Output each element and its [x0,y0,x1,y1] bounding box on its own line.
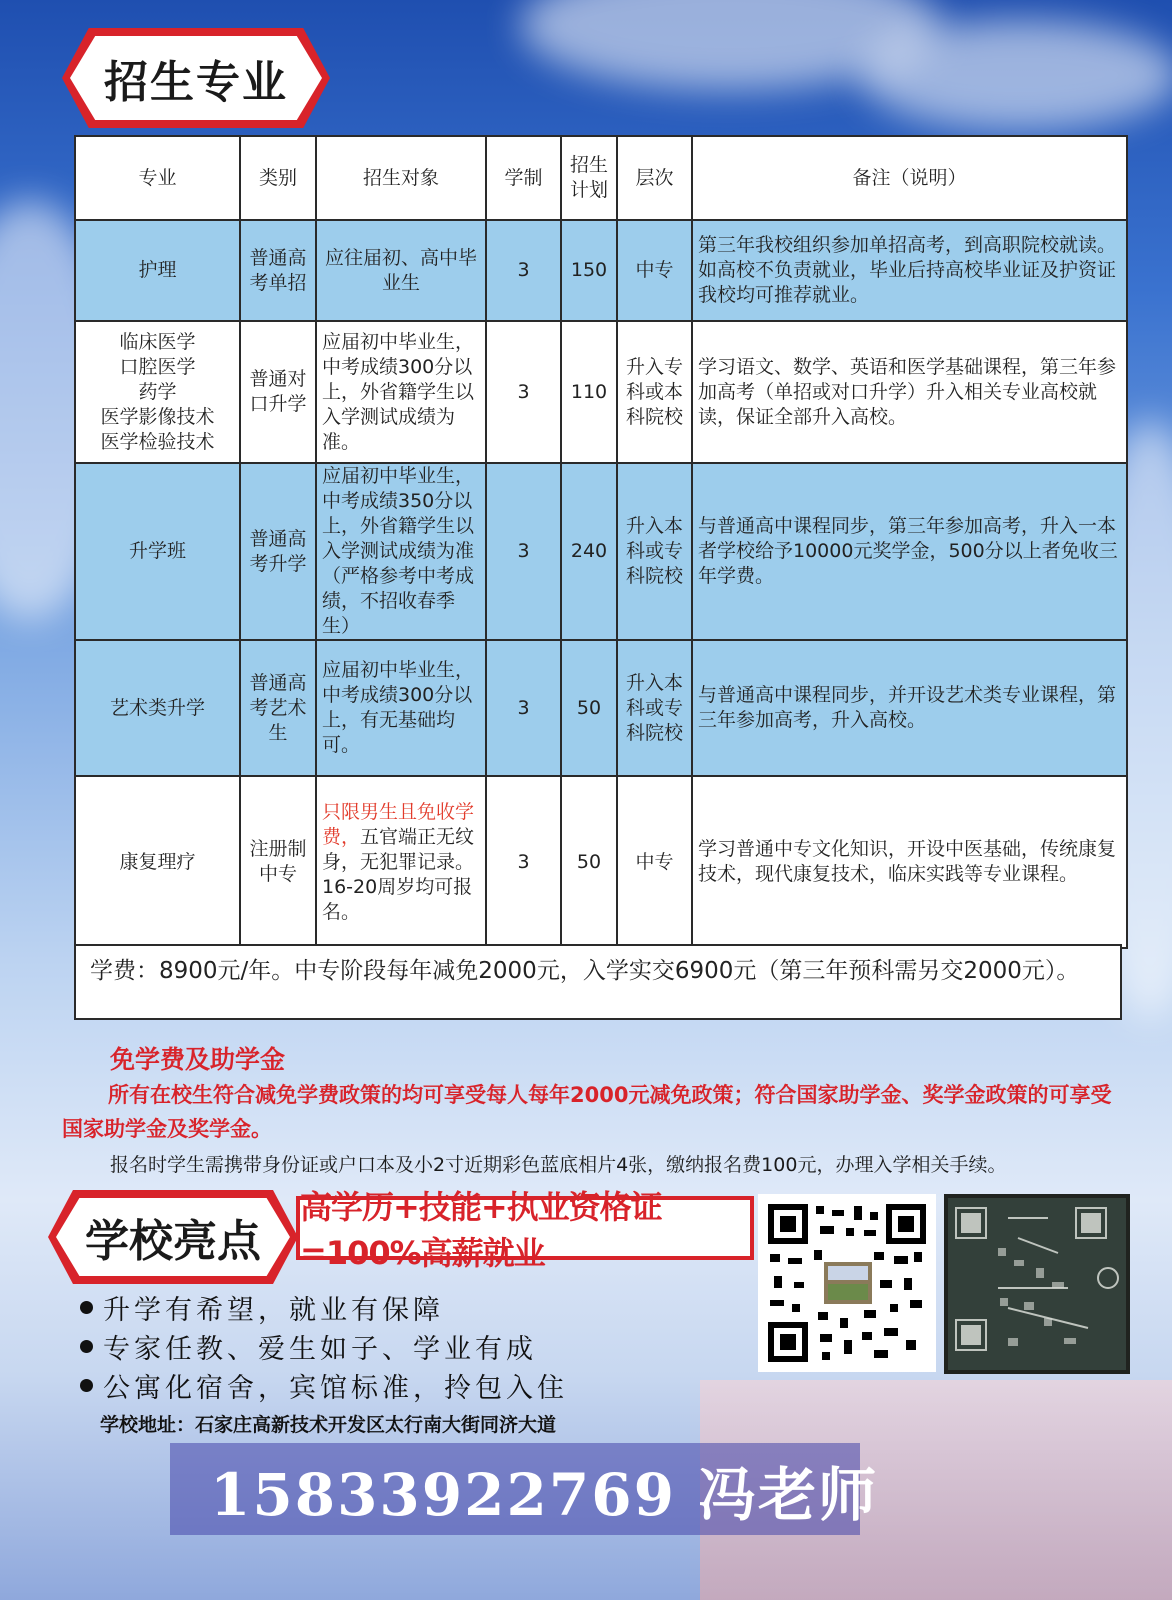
target-rest: 五官端正无纹身，无犯罪记录。16-20周岁均可报名。 [322,825,475,923]
cell-major: 艺术类升学 [75,640,240,776]
header-level: 层次 [617,136,692,220]
cell-target: 应往届初、高中毕业生 [316,220,486,321]
cell-plan: 150 [561,220,617,321]
bullet-icon [80,1301,93,1314]
cell-level: 升入专科或本科院校 [617,321,692,463]
highlight-text: 专家任教、爱生如子、学业有成 [103,1334,537,1365]
cell-category: 普通高考单招 [240,220,316,321]
highlights-title: 学校亮点 [85,1216,261,1267]
highlight-text: 公寓化宿舍，宾馆标准，拎包入住 [103,1373,568,1404]
cell-note: 学习普通中专文化知识，开设中医基础，传统康复技术，现代康复技术，临床实践等专业课程。 [692,776,1127,948]
cell-target: 应届初中毕业生，中考成绩300分以上，外省籍学生以入学测试成绩为准。 [316,321,486,463]
header-category: 类别 [240,136,316,220]
highlights-badge [48,1190,298,1284]
header-major: 专业 [75,136,240,220]
list-item [80,1288,568,1327]
header-plan: 招生计划 [561,136,617,220]
cell-plan: 50 [561,776,617,948]
table-row [75,463,1127,640]
header-note: 备注（说明） [692,136,1127,220]
header-target: 招生对象 [316,136,486,220]
phone-number[interactable]: 15833922769 [210,1461,676,1529]
bullet-icon [80,1379,93,1392]
cell-level: 中专 [617,776,692,948]
contact-line [210,1448,878,1532]
highlights-list [80,1288,568,1405]
slogan-banner: 高学历+技能+执业资格证=100%高薪就业 [296,1196,754,1260]
qr-code-icon [758,1194,936,1372]
cell-category: 普通高考艺术生 [240,640,316,776]
cell-target [316,776,486,948]
cell-note: 与普通高中课程同步，并开设艺术类专业课程，第三年参加高考，升入高校。 [692,640,1127,776]
cell-years: 3 [486,321,561,463]
section-title: 招生专业 [104,57,288,108]
table-header-row [75,136,1127,220]
cell-years: 3 [486,220,561,321]
table-row [75,220,1127,321]
cell-note: 与普通高中课程同步，第三年参加高考，升入一本者学校给予10000元奖学金，500分以上者免收三年学费。 [692,463,1127,640]
registration-note: 报名时学生需携带身份证或户口本及小2寸近期彩色蓝底相片4张，缴纳报名费100元，办理入学相关手续。 [110,1154,1007,1176]
cell-years: 3 [486,640,561,776]
tuition-fee-note: 学费：8900元/年。中专阶段每年减免2000元，入学实交6900元（第三年预科需另交2000元）。 [74,944,1122,1020]
table-row [75,776,1127,948]
cell-major: 康复理疗 [75,776,240,948]
cell-note: 第三年我校组织参加单招高考，到高职院校就读。如高校不负责就业，毕业后持高校毕业证及护资证我校均可推荐就业。 [692,220,1127,321]
contact-name: 冯老师 [698,1461,879,1529]
cell-target: 应届初中毕业生，中考成绩350分以上，外省籍学生以入学测试成绩为准（严格参考中考成绩，不招收春季生） [316,463,486,640]
cell-level: 中专 [617,220,692,321]
cell-plan: 240 [561,463,617,640]
cell-category: 注册制中专 [240,776,316,948]
cell-major: 升学班 [75,463,240,640]
table-row [75,321,1127,463]
list-item [80,1366,568,1405]
header-years: 学制 [486,136,561,220]
chalkboard-qr-code-icon [944,1194,1130,1374]
majors-table [74,135,1128,949]
cell-target: 应届初中毕业生，中考成绩300分以上，有无基础均可。 [316,640,486,776]
table-row [75,640,1127,776]
highlight-text: 升学有希望，就业有保障 [103,1295,444,1326]
cell-plan: 110 [561,321,617,463]
enrollment-section-badge [62,28,330,128]
list-item [80,1327,568,1366]
cell-major: 护理 [75,220,240,321]
cell-note: 学习语文、数学、英语和医学基础课程，第三年参加高考（单招或对口升学）升入相关专业高校就读，保证全部升入高校。 [692,321,1127,463]
cell-level: 升入本科或专科院校 [617,463,692,640]
bullet-icon [80,1340,93,1353]
school-address: 学校地址：石家庄高新技术开发区太行南大街同济大道 [100,1414,557,1436]
target-highlight: 只限男生且免收学费， [322,800,475,848]
cell-years: 3 [486,463,561,640]
cell-category: 普通对口升学 [240,321,316,463]
cell-category: 普通高考升学 [240,463,316,640]
cell-years: 3 [486,776,561,948]
aid-text: 所有在校生符合减免学费政策的均可享受每人每年2000元减免政策；符合国家助学金、奖学金政策的可享受国家助学金及奖学金。 [62,1083,1112,1141]
aid-title: 免学费及助学金 [110,1045,286,1074]
cell-plan: 50 [561,640,617,776]
cell-major: 临床医学 口腔医学 药学 医学影像技术 医学检验技术 [75,321,240,463]
cell-level: 升入本科或专科院校 [617,640,692,776]
